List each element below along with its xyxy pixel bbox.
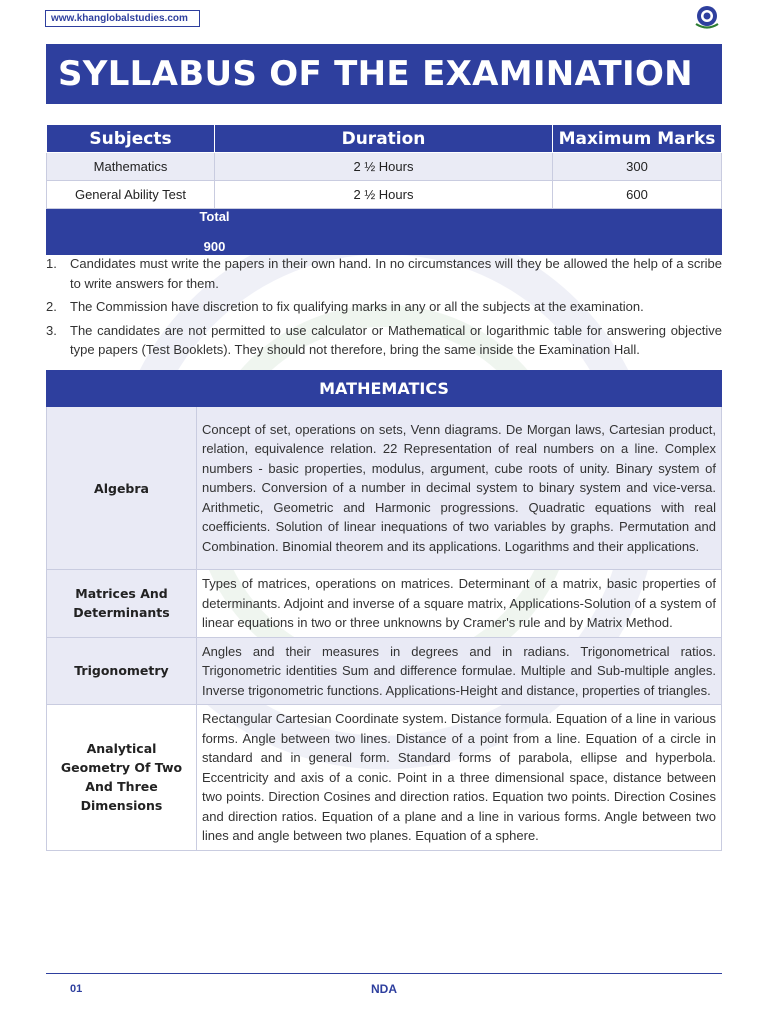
khan-global-studies-logo [694, 4, 720, 30]
table-row [47, 407, 722, 570]
mathematics-syllabus-table [46, 370, 722, 851]
table-row [47, 181, 722, 209]
topic-description: Angles and their measures in degrees and in radians. Trigonometrical ratios. Trigonometric identities Sum and difference formulae. Multiple and Sub-multiple angles. Inverse trigonometric functions. Applications-Height and distance, properties of triangles. [197, 637, 722, 705]
column-header-subjects: Subjects [47, 125, 215, 153]
website-link[interactable]: www.khanglobalstudies.com [45, 10, 200, 27]
marks-cell: 300 [553, 153, 722, 181]
mathematics-section-title: MATHEMATICS [47, 371, 722, 407]
footer-divider [46, 973, 722, 974]
total-label: Total 900 [47, 209, 553, 255]
list-item: 2. The Commission have discretion to fix qualifying marks in any or all the subjects at the examination. [46, 299, 644, 314]
page-title: SYLLABUS OF THE EXAMINATION [46, 44, 722, 104]
topic-description: Rectangular Cartesian Coordinate system. Distance formula. Equation of a line in various forms. Angle between two lines. Distance of a point from a line. Equation of a circle in standard and in general form. Standard forms of parabola, ellipse and hyperbola. Eccentricity and axis of a conic. Point in a three dimensional space, distance between two points. Direction Cosines and direction ratios. Equation two points. Direction Cosines and direction ratios. Equation of a plane and a line in various forms. Angle between two lines and angle between two planes. Equation of a sphere. [197, 705, 722, 851]
topic-matrices-and-determinants: Matrices And Determinants [47, 570, 197, 638]
column-header-duration: Duration [215, 125, 553, 153]
topic-description: Types of matrices, operations on matrices. Determinant of a matrix, basic properties of determinants. Adjoint and inverse of a square matrix, Applications-Solution of a system of linear equations in two or three unknowns by Cramer's rule and by Matrix Method. [197, 570, 722, 638]
list-item: 1. Candidates must write the papers in their own hand. In no circumstances will they be allowed the help of a scribe to write answers for them. [46, 256, 722, 291]
marks-cell: 600 [553, 181, 722, 209]
footer-title: NDA [371, 982, 397, 996]
topic-description: Concept of set, operations on sets, Venn diagrams. De Morgan laws, Cartesian product, relation, equivalence relation. 22 Representation of real numbers on a line. Complex numbers - basic properties, modulus, argument, cube roots of unity. Binary system of numbers. Conversion of a number in decimal system to binary system and vice-versa. Arithmetic, Geometric and Harmonic progressions. Quadratic equations with real coefficients. Solution of linear inequations of two variables by graphs. Permutation and Combination. Binomial theorem and its applications. Logarithms and their applications. [197, 407, 722, 570]
topic-trigonometry: Trigonometry [47, 637, 197, 705]
page-number: 01 [70, 983, 83, 995]
column-header-maximum-marks: Maximum Marks [553, 125, 722, 153]
instructions-list [46, 254, 722, 364]
total-marks: 900 [203, 239, 226, 254]
list-item: 3. The candidates are not permitted to use calculator or Mathematical or logarithmic table for answering objective type papers (Test Booklets). They should not therefore, bring the same inside the Examination Hall. [46, 322, 722, 357]
subject-cell: Mathematics [47, 153, 215, 181]
subject-cell: General Ability Test [47, 181, 215, 209]
table-row [47, 570, 722, 638]
table-row [47, 637, 722, 705]
topic-analytical-geometry: Analytical Geometry Of Two And Three Dimensions [47, 705, 197, 851]
table-row [47, 705, 722, 851]
duration-cell: 2 ½ Hours [215, 153, 553, 181]
table-row [47, 153, 722, 181]
total-row [47, 209, 722, 255]
duration-cell: 2 ½ Hours [215, 181, 553, 209]
exam-subjects-table [46, 124, 722, 255]
topic-algebra: Algebra [47, 407, 197, 570]
